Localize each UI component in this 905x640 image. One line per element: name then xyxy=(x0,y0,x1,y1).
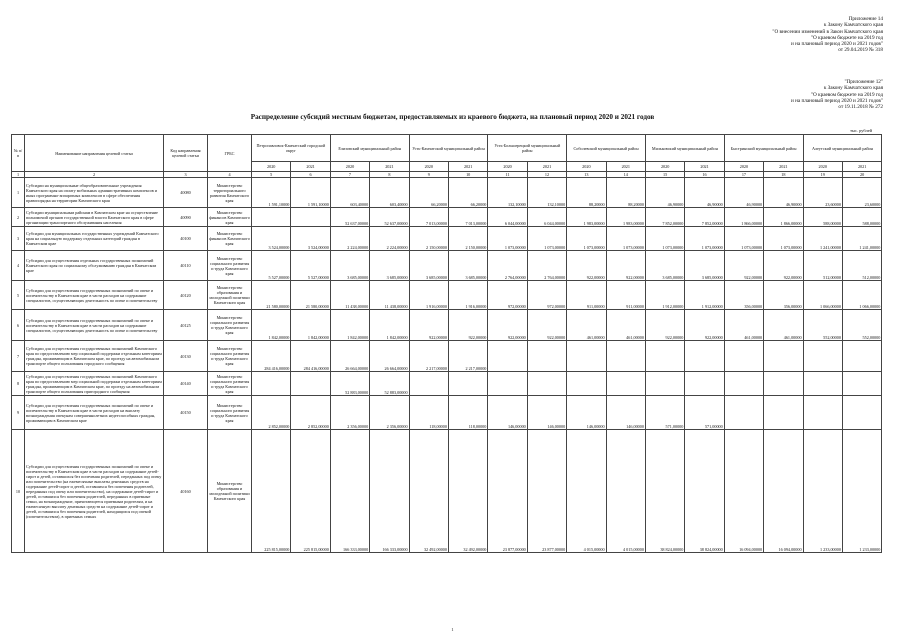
amount-cell: 922,00000 xyxy=(409,310,448,341)
amount-cell: 52 637,00000 xyxy=(330,208,369,227)
table-row xyxy=(12,227,882,251)
table-row xyxy=(12,178,882,208)
amount-cell: 23,60000 xyxy=(803,178,842,208)
header-line: "Приложение 12" xyxy=(844,79,883,85)
amount-cell: 23 877,00000 xyxy=(488,430,527,553)
grbs-cell: Министерство социального развития и труда Камчатского края xyxy=(208,372,252,396)
amount-cell: 1 233,00000 xyxy=(803,430,842,553)
year-header: 2020 xyxy=(803,162,842,172)
amount-cell: 1 842,00000 xyxy=(330,310,369,341)
column-number: 6 xyxy=(291,172,330,178)
amount-cell: 461,00000 xyxy=(724,310,763,341)
code-cell: 40080 xyxy=(164,178,208,208)
grbs-cell: Министерство социального развития и труда Камчатского края xyxy=(208,341,252,372)
amount-cell: 588,00000 xyxy=(803,208,842,227)
amount-cell: 512,00000 xyxy=(842,251,881,281)
amount-cell: 922,00000 xyxy=(488,310,527,341)
amount-cell: 588,00000 xyxy=(842,208,881,227)
amount-cell: 7 852,00000 xyxy=(685,208,724,227)
amount-cell: 1 842,00000 xyxy=(252,310,291,341)
amount-cell: 132,10000 xyxy=(488,178,527,208)
amount-cell: 38 824,00000 xyxy=(685,430,724,553)
amount-cell: 911,00000 xyxy=(567,281,606,310)
amount-cell: 1 241,00000 xyxy=(842,227,881,251)
amount-cell: 5 527,00000 xyxy=(291,251,330,281)
appendix-header xyxy=(772,16,883,54)
amount-cell: 38 824,00000 xyxy=(645,430,684,553)
col-header-district: Петропавловск-Камчатский городской округ xyxy=(252,135,331,162)
column-number: 18 xyxy=(764,172,803,178)
amount-cell: 2 764,00000 xyxy=(488,251,527,281)
year-header: 2020 xyxy=(252,162,291,172)
code-cell: 40110 xyxy=(164,251,208,281)
amount-cell xyxy=(842,372,881,396)
amount-cell: 3 685,00000 xyxy=(330,251,369,281)
purpose-cell: Субсидии для осуществления государственных полномочий по опеке и попечительству в Камчатском крае в части расходов на содержание детей-сирот и детей, оставшихся без попечения родителей, переданных под опеку или попечительство (на ежемесячные выплаты денежных средств на содержание детей-сирот и детей, оставшихся без попечения родителей, переданных под опеку или попечительство), на содержание детей-сирот и детей, оставшихся без попечения родителей, переданных в приемные семьи, на вознаграждение, причитающееся приемным родителям, и на ежемесячную выплату денежных средств на содержание детей-сирот и детей, оставшихся без попечения родителей, находящихся под опекой (попечительством), в приемных семьях xyxy=(25,430,164,553)
amount-cell: 166 333,00000 xyxy=(370,430,409,553)
amount-cell: 911,00000 xyxy=(606,281,645,310)
subsidies-table xyxy=(11,134,882,553)
amount-cell: 2 356,00000 xyxy=(330,396,369,430)
table-row xyxy=(12,251,882,281)
amount-cell xyxy=(724,372,763,396)
grbs-cell: Министерство образования и молодежной политики Камчатского края xyxy=(208,430,252,553)
amount-cell: 1 073,00000 xyxy=(685,227,724,251)
amount-cell: 1 591,10000 xyxy=(252,178,291,208)
row-number: 8 xyxy=(12,372,25,396)
amount-cell: 16 094,00000 xyxy=(764,430,803,553)
code-cell: 40120 xyxy=(164,281,208,310)
amount-cell: 1 912,00000 xyxy=(685,281,724,310)
column-number: 20 xyxy=(842,172,881,178)
column-number: 15 xyxy=(645,172,684,178)
column-number: 19 xyxy=(803,172,842,178)
column-number: 13 xyxy=(567,172,606,178)
col-header-district: Алеутский муниципальный район xyxy=(803,135,882,162)
amount-cell: 603,40000 xyxy=(370,178,409,208)
amount-cell: 21 580,00000 xyxy=(252,281,291,310)
table-row xyxy=(12,341,882,372)
year-header: 2020 xyxy=(488,162,527,172)
code-cell: 40140 xyxy=(164,372,208,396)
table-row xyxy=(12,208,882,227)
amount-cell: 46,90000 xyxy=(724,178,763,208)
col-header-district: Елизовский муниципальный район xyxy=(330,135,409,162)
amount-cell: 922,00000 xyxy=(527,310,566,341)
header-line: к Закону Камчатского края xyxy=(823,22,883,29)
amount-cell xyxy=(803,396,842,430)
column-number: 11 xyxy=(488,172,527,178)
header-line: "О краевом бюджете на 2019 год xyxy=(810,34,883,41)
year-header: 2020 xyxy=(409,162,448,172)
grbs-cell: Министерство финансов Камчатского края xyxy=(209,209,250,225)
amount-cell: 2 764,00000 xyxy=(527,251,566,281)
amount-cell: 2 224,00000 xyxy=(330,227,369,251)
amount-cell: 46,90000 xyxy=(645,178,684,208)
amount-cell: 146,00000 xyxy=(606,396,645,430)
amount-cell: 571,00000 xyxy=(645,396,684,430)
code-cell: 40125 xyxy=(164,310,208,341)
amount-cell: 2 356,00000 xyxy=(370,396,409,430)
column-number: 8 xyxy=(370,172,409,178)
amount-cell: 922,00000 xyxy=(645,310,684,341)
header-line: от 19.11.2018 № 272 xyxy=(838,104,883,111)
row-number: 10 xyxy=(12,430,25,553)
amount-cell xyxy=(764,372,803,396)
amount-cell: 46,90000 xyxy=(685,178,724,208)
amount-cell xyxy=(645,372,684,396)
amount-cell: 1 866,00000 xyxy=(764,208,803,227)
amount-cell: 1 983,00000 xyxy=(567,208,606,227)
amount-cell: 66,20000 xyxy=(448,178,487,208)
amount-cell: 1 912,00000 xyxy=(645,281,684,310)
column-number: 14 xyxy=(606,172,645,178)
column-number: 9 xyxy=(409,172,448,178)
amount-cell: 7 013,00000 xyxy=(448,208,487,227)
code-cell: 40100 xyxy=(164,227,208,251)
amount-cell: 552,00000 xyxy=(842,310,881,341)
grbs-cell: Министерство социального развития и труда Камчатского края xyxy=(208,251,252,281)
code-cell: 40090 xyxy=(164,208,208,227)
grbs-cell: Министерство социального развития и труда Камчатского края xyxy=(208,310,252,341)
amount-cell xyxy=(803,341,842,372)
amount-cell: 23 877,00000 xyxy=(527,430,566,553)
purpose-cell: Субсидии для осуществления государственных полномочий Камчатского края по предоставлению мер социальной поддержки отдельным категориям граждан, проживающим в Камчатском крае, по проезду на автомобильном транспорте общего пользования городского сообщения xyxy=(25,341,164,372)
grbs-cell: Министерство социального развития и труда Камчатского края xyxy=(208,396,252,430)
amount-cell xyxy=(409,372,448,396)
amount-cell xyxy=(291,208,330,227)
amount-cell: 52 883,00000 xyxy=(330,372,369,396)
amount-cell: 1 842,00000 xyxy=(370,310,409,341)
col-header-district: Усть-Большерецкий муниципальный район xyxy=(488,135,567,162)
amount-cell: 972,00000 xyxy=(488,281,527,310)
amount-cell: 571,00000 xyxy=(685,396,724,430)
amount-cell: 88,20000 xyxy=(567,178,606,208)
amount-cell: 3 685,00000 xyxy=(370,251,409,281)
amount-cell: 166 333,00000 xyxy=(330,430,369,553)
amount-cell: 225 815,00000 xyxy=(291,430,330,553)
purpose-cell: Субсидии для муниципальных государственных учреждений Камчатского края на социальную поддержку отдельных категорий граждан в Камчатском крае xyxy=(25,227,164,251)
table-row xyxy=(12,372,882,396)
grbs-cell: Министерство территориального развития Камчатского края xyxy=(208,178,252,208)
amount-cell: 1 073,00000 xyxy=(764,227,803,251)
year-header: 2020 xyxy=(567,162,606,172)
amount-cell xyxy=(488,372,527,396)
header-line: и на плановый период 2020 и 2021 годов" xyxy=(791,41,883,48)
amount-cell: 1 241,00000 xyxy=(803,227,842,251)
amount-cell: 3 685,00000 xyxy=(448,251,487,281)
amount-cell: 32 492,00000 xyxy=(409,430,448,553)
amount-cell xyxy=(645,341,684,372)
amount-cell: 922,00000 xyxy=(764,251,803,281)
amount-cell xyxy=(685,341,724,372)
row-number: 4 xyxy=(12,251,25,281)
amount-cell: 6 044,00000 xyxy=(488,208,527,227)
purpose-cell: Субсидии для осуществления государственных полномочий Камчатского края по предоставлению мер социальной поддержки отдельным категориям граждан, проживающим в Камчатском крае, по проезду на автомобильном транспорте общего пользования пригородного сообщения xyxy=(26,373,162,394)
amount-cell: 66,20000 xyxy=(409,178,448,208)
column-number: 12 xyxy=(527,172,566,178)
amount-cell: 118,00000 xyxy=(448,396,487,430)
amount-cell: 2 150,00000 xyxy=(409,227,448,251)
amount-cell: 23,60000 xyxy=(842,178,881,208)
row-number: 3 xyxy=(12,227,25,251)
amount-cell xyxy=(685,372,724,396)
row-number: 5 xyxy=(12,281,25,310)
col-header-district: Мильковский муниципальный район xyxy=(645,135,724,162)
amount-cell xyxy=(764,396,803,430)
amount-cell: 3 524,00000 xyxy=(252,227,291,251)
col-header-num: № п/п xyxy=(12,135,25,172)
amount-cell: 2 224,00000 xyxy=(370,227,409,251)
code-cell: 40130 xyxy=(164,341,208,372)
code-cell: 40150 xyxy=(164,396,208,430)
col-header-grbs: ГРБС xyxy=(208,135,252,172)
amount-cell: 4 015,00000 xyxy=(567,430,606,553)
amount-cell: 1 866,00000 xyxy=(724,208,763,227)
amount-cell: 1 066,00000 xyxy=(842,281,881,310)
amount-cell: 52 883,00000 xyxy=(370,372,409,396)
year-header: 2021 xyxy=(606,162,645,172)
amount-cell: 922,00000 xyxy=(448,310,487,341)
amount-cell xyxy=(567,372,606,396)
amount-cell: 2 150,00000 xyxy=(448,227,487,251)
amount-cell: 603,40000 xyxy=(330,178,369,208)
table-row xyxy=(12,430,882,553)
amount-cell: 922,00000 xyxy=(685,310,724,341)
purpose-cell: Субсидии на муниципальные общеобразовательные учреждения Камчатского края на оплату мобильных административных комплексов и иных программно-аппаратных комплексов в сфере обеспечения правопорядка на территории Камчатского края xyxy=(25,178,164,208)
year-header: 2021 xyxy=(448,162,487,172)
col-header-district: Усть-Камчатский муниципальный район xyxy=(409,135,488,162)
row-number: 2 xyxy=(12,208,25,227)
amount-cell xyxy=(724,396,763,430)
column-number: 3 xyxy=(164,172,208,178)
amount-cell: 2 852,00000 xyxy=(252,396,291,430)
year-header: 2021 xyxy=(291,162,330,172)
amount-cell: 32 492,00000 xyxy=(448,430,487,553)
row-number: 1 xyxy=(12,178,25,208)
row-number: 7 xyxy=(12,341,25,372)
amount-cell: 1 073,00000 xyxy=(567,227,606,251)
header-line: Приложение 14 xyxy=(848,16,883,22)
amount-cell: 26 664,00000 xyxy=(330,341,369,372)
amount-cell xyxy=(252,372,291,396)
amount-cell: 1 591,10000 xyxy=(291,178,330,208)
amount-cell: 2 217,00000 xyxy=(448,341,487,372)
amount-cell xyxy=(803,372,842,396)
col-header-district: Быстринский муниципальный район xyxy=(724,135,803,162)
amount-cell: 922,00000 xyxy=(606,251,645,281)
amount-cell: 972,00000 xyxy=(527,281,566,310)
amount-cell: 284 416,00000 xyxy=(252,341,291,372)
amount-cell: 1 073,00000 xyxy=(527,227,566,251)
col-header-district: Соболевский муниципальный район xyxy=(567,135,646,162)
amount-cell xyxy=(606,372,645,396)
column-number: 2 xyxy=(25,172,164,178)
header-line: к Закону Камчатского края xyxy=(823,85,883,92)
amount-cell: 461,00000 xyxy=(606,310,645,341)
purpose-cell: Субсидии для осуществления отдельных государственных полномочий Камчатского края по социальному обслуживанию граждан в Камчатском крае xyxy=(25,251,164,281)
amount-cell: 2 217,00000 xyxy=(409,341,448,372)
amount-cell: 118,00000 xyxy=(409,396,448,430)
law-reference-header xyxy=(791,79,883,110)
amount-cell: 46,90000 xyxy=(764,178,803,208)
page-number: 1 xyxy=(451,627,454,632)
document-title: Распределение субсидий местным бюджетам, предоставляемых из краевого бюджета, на плановый период 2020 и 2021 годов xyxy=(250,113,655,121)
amount-cell: 461,00000 xyxy=(764,310,803,341)
header-line: "О краевом бюджете на 2019 год xyxy=(810,91,883,98)
amount-cell: 52 637,00000 xyxy=(370,208,409,227)
amount-cell: 7 852,00000 xyxy=(645,208,684,227)
amount-cell: 1 073,00000 xyxy=(606,227,645,251)
amount-cell: 225 815,00000 xyxy=(252,430,291,553)
table-row xyxy=(12,281,882,310)
col-header-code: Код направления целевой статьи xyxy=(164,135,208,172)
purpose-cell: Субсидии для осуществления государственных полномочий по опеке и попечительству в Камчатском крае в части расходов на содержание специалистов, осуществляющих деятельность по опеке и попечительству xyxy=(25,281,164,310)
year-header: 2021 xyxy=(370,162,409,172)
column-number: 4 xyxy=(208,172,252,178)
code-cell: 40160 xyxy=(164,430,208,553)
year-header: 2021 xyxy=(685,162,724,172)
table-row xyxy=(12,310,882,341)
amount-cell xyxy=(527,372,566,396)
amount-cell xyxy=(488,341,527,372)
year-header: 2021 xyxy=(527,162,566,172)
amount-cell: 1 916,00000 xyxy=(409,281,448,310)
grbs-cell: Министерство образования и молодежной политики Камчатского края xyxy=(208,281,252,310)
amount-cell: 146,00000 xyxy=(527,396,566,430)
amount-cell: 16 094,00000 xyxy=(724,430,763,553)
amount-cell: 1 066,00000 xyxy=(803,281,842,310)
amount-cell: 461,00000 xyxy=(567,310,606,341)
amount-cell: 512,00000 xyxy=(803,251,842,281)
amount-cell: 11 438,00000 xyxy=(330,281,369,310)
col-header-purpose: Наименование направления целевой статьи xyxy=(25,135,164,172)
year-header: 2020 xyxy=(645,162,684,172)
amount-cell: 3 524,00000 xyxy=(291,227,330,251)
amount-cell: 1 073,00000 xyxy=(645,227,684,251)
grbs-cell: Министерство финансов Камчатского края xyxy=(208,227,252,251)
amount-cell: 1 073,00000 xyxy=(488,227,527,251)
amount-cell xyxy=(448,372,487,396)
amount-cell: 21 580,00000 xyxy=(291,281,330,310)
amount-cell: 1 233,00000 xyxy=(842,430,881,553)
amount-cell: 146,00000 xyxy=(567,396,606,430)
amount-cell: 7 013,00000 xyxy=(409,208,448,227)
column-number: 10 xyxy=(448,172,487,178)
column-number: 16 xyxy=(685,172,724,178)
amount-cell: 284 416,00000 xyxy=(291,341,330,372)
amount-cell: 3 685,00000 xyxy=(685,251,724,281)
amount-cell xyxy=(842,341,881,372)
purpose-cell: Субсидии для осуществления государственных полномочий по опеке и попечительству в Камчатском крае в части расходов на выплату вознаграждения опекунам совершеннолетних недееспособных граждан, проживающим в Камчатском крае xyxy=(25,396,164,430)
header-line: и на плановый период 2020 и 2021 годов" xyxy=(791,97,883,104)
amount-cell: 1 983,00000 xyxy=(606,208,645,227)
amount-cell: 1 842,00000 xyxy=(291,310,330,341)
amount-cell: 3 685,00000 xyxy=(409,251,448,281)
amount-cell: 1 073,00000 xyxy=(724,227,763,251)
amount-cell: 26 664,00000 xyxy=(370,341,409,372)
purpose-cell: Субсидии муниципальным районам в Камчатском крае на осуществление полномочий органов государственной власти Камчатского края в сфере организации транспортного обслуживания населения xyxy=(25,208,164,227)
column-number: 7 xyxy=(330,172,369,178)
amount-cell: 356,00000 xyxy=(764,281,803,310)
amount-cell: 3 685,00000 xyxy=(645,251,684,281)
amount-cell: 132,10000 xyxy=(527,178,566,208)
column-number: 17 xyxy=(724,172,763,178)
year-header: 2021 xyxy=(764,162,803,172)
amount-cell xyxy=(606,341,645,372)
amount-cell xyxy=(527,341,566,372)
year-header: 2021 xyxy=(842,162,881,172)
header-line: "О внесении изменений в Закон Камчатского края xyxy=(772,28,883,35)
amount-cell: 922,00000 xyxy=(567,251,606,281)
year-header: 2020 xyxy=(724,162,763,172)
unit-label: тыс. рублей xyxy=(850,128,872,133)
amount-cell: 11 438,00000 xyxy=(370,281,409,310)
amount-cell xyxy=(842,396,881,430)
amount-cell xyxy=(764,341,803,372)
amount-cell xyxy=(567,341,606,372)
amount-cell: 5 527,00000 xyxy=(252,251,291,281)
amount-cell: 552,00000 xyxy=(803,310,842,341)
column-number: 1 xyxy=(12,172,25,178)
column-number: 5 xyxy=(252,172,291,178)
amount-cell xyxy=(252,208,291,227)
amount-cell: 922,00000 xyxy=(724,251,763,281)
amount-cell: 6 044,00000 xyxy=(527,208,566,227)
amount-cell: 146,00000 xyxy=(488,396,527,430)
amount-cell: 88,20000 xyxy=(606,178,645,208)
table-row xyxy=(12,396,882,430)
table-body xyxy=(12,178,882,553)
header-line: от 29.04.2019 № 318 xyxy=(838,47,883,54)
purpose-cell: Субсидии для осуществления государственных полномочий по опеке и попечительству в Камчатском крае в части расходов на содержание специалистов, осуществляющих деятельность по опеке и попечительству xyxy=(25,310,164,341)
row-number: 9 xyxy=(12,396,25,430)
amount-cell: 1 916,00000 xyxy=(448,281,487,310)
amount-cell: 356,00000 xyxy=(724,281,763,310)
amount-cell: 4 015,00000 xyxy=(606,430,645,553)
row-number: 6 xyxy=(12,310,25,341)
year-header: 2020 xyxy=(330,162,369,172)
amount-cell: 2 852,00000 xyxy=(291,396,330,430)
amount-cell xyxy=(291,372,330,396)
amount-cell xyxy=(724,341,763,372)
